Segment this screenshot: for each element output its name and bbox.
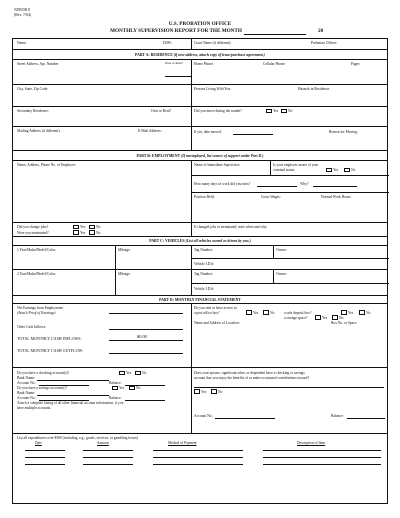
- spouse-balance-label: Balance:: [331, 414, 344, 418]
- part-b-header: [13, 150, 387, 160]
- location-name-address-field[interactable]: Name and Address of Location:: [194, 321, 240, 325]
- col-amount: Amount: [97, 440, 109, 445]
- expense-description-3[interactable]: [263, 464, 381, 465]
- part-a-note: (if new address, attach copy of lease/purchase agreement.): [173, 52, 265, 57]
- spouse-account-line[interactable]: [194, 387, 384, 388]
- office-title: U.S. PROBATION OFFICE: [168, 21, 232, 27]
- checking-no-label: No: [142, 371, 147, 375]
- savings-account-label: Account No.:: [17, 396, 37, 400]
- savings-question: Do you have a savings account(s)?: [17, 386, 67, 390]
- part-c-title: PART C: VEHICLES: [149, 239, 185, 243]
- checking-bank-name-label: Bank Name:: [17, 376, 36, 380]
- spouse-yes-label: Yes: [201, 389, 207, 394]
- form-revision: (Rev. 7/04): [14, 12, 32, 17]
- pager-field[interactable]: Pager:: [351, 62, 361, 66]
- spouse-account-field[interactable]: [215, 418, 275, 419]
- own-or-rent-field[interactable]: [165, 76, 191, 77]
- part-d-title: PART D: MONTHLY FINANCIAL STATEMENT: [159, 297, 241, 302]
- hazards-field[interactable]: Hazards in Residence:: [298, 87, 331, 91]
- box-space-field[interactable]: Box No. or Space: [331, 321, 357, 325]
- moved-no-label: No: [288, 109, 293, 113]
- expenditures-block: [13, 433, 387, 505]
- vehicle-2-field[interactable]: 2 Year/Make/Model/Color:: [17, 272, 56, 276]
- spouse-balance-field[interactable]: [347, 418, 385, 419]
- po-box-label: a post office box?: [194, 310, 220, 315]
- change-jobs-label: Did you change jobs?: [17, 225, 49, 229]
- spouse-account-label: Account No.:: [194, 414, 214, 418]
- storage-no-label: No: [339, 315, 344, 320]
- days-missed-label: How many days of work did you miss?: [194, 182, 251, 186]
- vehicle-2-row: [13, 269, 387, 295]
- expense-date-2[interactable]: [25, 457, 65, 458]
- street-row: [13, 59, 387, 84]
- terminated-no-checkbox[interactable]: [89, 230, 95, 235]
- part-a-header: [13, 49, 387, 59]
- own-or-rent-label: Own or Rent?: [165, 61, 183, 65]
- spouse-no-label: No: [218, 389, 223, 394]
- total-inflows-field[interactable]: [109, 340, 183, 341]
- supervisor-field[interactable]: Name of Immediate Supervisor:: [194, 163, 241, 167]
- checking-bank-name-field[interactable]: [37, 380, 109, 381]
- city-state-zip-field[interactable]: City, State, Zip Code:: [17, 87, 49, 91]
- po-box-yes-checkbox[interactable]: [246, 310, 252, 315]
- spouse-yes-checkbox[interactable]: [194, 389, 200, 394]
- terminated-no-label: No: [96, 230, 101, 235]
- other-cash-field[interactable]: [109, 329, 183, 330]
- part-b-note: (If unemployed, list source of support under Part D.): [181, 153, 264, 158]
- form-id: [14, 8, 31, 18]
- secondary-residence-field[interactable]: Secondary Residence:: [17, 109, 49, 113]
- street-address-field[interactable]: Street Address, Apt. Number: [17, 62, 59, 66]
- storage-space-label: a storage space?: [284, 315, 308, 320]
- checking-balance-label: Balance:: [109, 381, 122, 385]
- report-title: MONTHLY SUPERVISION REPORT FOR THE MONTH: [110, 28, 242, 34]
- cellular-phone-field[interactable]: Cellular Phone:: [263, 62, 286, 66]
- po-box-yes-label: Yes: [253, 310, 259, 315]
- year-label: 20: [318, 28, 324, 34]
- days-missed-field[interactable]: [257, 186, 297, 187]
- bank-accounts-block: [13, 367, 387, 433]
- safe-deposit-no-checkbox[interactable]: [359, 310, 365, 315]
- expense-date-1[interactable]: [25, 450, 65, 451]
- safe-deposit-no-label: No: [366, 310, 371, 315]
- col-date: Date: [35, 440, 42, 445]
- form-number: %PROB 8: [14, 8, 30, 12]
- vehicle-1-tag-field[interactable]: Tag Number:: [194, 248, 214, 252]
- savings-bank-name-label: Bank Name:: [17, 391, 36, 395]
- part-b-title: PART B: EMPLOYMENT: [136, 153, 181, 158]
- expense-method-3[interactable]: [153, 464, 243, 465]
- court-name-field[interactable]: Court Name (if different):: [194, 41, 232, 45]
- safe-deposit-label: a safe deposit box?: [284, 310, 312, 315]
- spouse-question-line2: account that you enjoy the benefits of or make occasional contributions toward?: [194, 376, 310, 380]
- expense-method-2[interactable]: [153, 457, 243, 458]
- spouse-question-line1: Does your spouse, significant other, or dependent have a checking or savings: [194, 371, 305, 375]
- moved-question: Did you move during the month?: [194, 109, 242, 113]
- storage-yes-label: Yes: [322, 315, 328, 320]
- spouse-no-checkbox[interactable]: [211, 389, 217, 394]
- normal-hours-field[interactable]: Normal Work Hours:: [321, 195, 352, 199]
- attach-listing-line2: have multiple accounts.: [17, 406, 52, 410]
- vehicle-2-id-field[interactable]: Vehicle I.D.#:: [194, 287, 215, 291]
- net-earnings-label: Net Earnings from Employment: [17, 306, 64, 310]
- own-or-rent-2-field[interactable]: Own or Rent?: [151, 109, 172, 113]
- expense-method-1[interactable]: [153, 450, 243, 451]
- moved-yes-label: Yes: [273, 109, 279, 113]
- dob-field[interactable]: DOB:: [163, 41, 172, 45]
- expense-description-1[interactable]: [263, 450, 381, 451]
- position-held-field[interactable]: Position Held:: [194, 195, 215, 199]
- aware-question-line2: criminal status:: [273, 168, 296, 172]
- terminated-yes-checkbox[interactable]: [73, 230, 79, 235]
- other-cash-label: Other Cash Inflows:: [17, 325, 47, 329]
- aware-question-line1: Is your employer aware of your: [273, 163, 319, 167]
- attach-listing-line1: Attach a complete listing of all other financial account information, if you: [17, 401, 124, 405]
- total-inflows-label: TOTAL MONTHLY CASH INFLOWS:: [17, 336, 82, 341]
- checking-yes-label: Yes: [126, 371, 132, 375]
- gross-wages-field[interactable]: Gross Wages:: [261, 195, 281, 199]
- savings-yes-label: Yes: [119, 386, 125, 390]
- col-method: Method of Payment: [168, 440, 197, 445]
- vehicle-2-tag-field[interactable]: Tag Number:: [194, 272, 214, 276]
- identity-row: [13, 39, 387, 49]
- safe-deposit-yes-checkbox[interactable]: [341, 310, 347, 315]
- net-earnings-field[interactable]: [109, 313, 183, 314]
- vehicle-2-mileage-field[interactable]: Mileage:: [118, 272, 131, 276]
- terminated-yes-label: Yes: [80, 230, 86, 235]
- financial-block: [13, 303, 387, 367]
- date-moved-field[interactable]: [233, 134, 273, 135]
- attach-proof-label: (Attach Proof of Earnings): [17, 310, 56, 315]
- expense-description-2[interactable]: [263, 457, 381, 458]
- storage-yes-checkbox[interactable]: [315, 315, 321, 320]
- aware-no-label: No: [351, 168, 356, 172]
- checking-no-checkbox[interactable]: [135, 371, 141, 376]
- mailing-row: [13, 126, 387, 150]
- moved-yes-checkbox[interactable]: [266, 109, 272, 114]
- savings-no-label: No: [136, 386, 141, 390]
- home-phone-field[interactable]: Home Phone:: [194, 62, 214, 66]
- terminated-label: Were you terminated?: [17, 230, 49, 235]
- vehicle-1-row: [13, 245, 387, 269]
- change-jobs-no-checkbox[interactable]: [89, 225, 95, 230]
- expense-amount-1[interactable]: [83, 450, 133, 451]
- expense-amount-2[interactable]: [83, 457, 133, 458]
- part-c-header: [13, 236, 387, 245]
- aware-yes-checkbox[interactable]: [326, 168, 332, 173]
- vehicle-1-id-field[interactable]: Vehicle I.D.#:: [194, 262, 215, 266]
- storage-no-checkbox[interactable]: [332, 315, 338, 320]
- month-field[interactable]: [244, 34, 306, 35]
- changed-jobs-note-field[interactable]: If changed jobs or terminated, state when and why.: [194, 225, 268, 229]
- email-field[interactable]: E-Mail Address:: [138, 129, 162, 133]
- vehicle-2-owner-field[interactable]: Owner:: [276, 272, 287, 276]
- report-form: [12, 38, 388, 504]
- probation-officer-field[interactable]: Probation Officer:: [311, 41, 338, 45]
- change-jobs-yes-label: Yes: [80, 225, 86, 229]
- job-change-row: [13, 222, 387, 236]
- date-moved-label: If yes, date moved:: [194, 130, 222, 134]
- savings-balance-field[interactable]: [125, 400, 165, 401]
- savings-no-checkbox[interactable]: [129, 386, 135, 391]
- change-jobs-no-label: No: [96, 225, 101, 229]
- savings-balance-label: Balance:: [109, 396, 122, 400]
- persons-living-field[interactable]: Persons Living With You:: [194, 87, 232, 91]
- employer-field[interactable]: Name, Address, Phone No. of Employer:: [17, 163, 76, 167]
- aware-no-checkbox[interactable]: [344, 168, 350, 173]
- change-jobs-yes-checkbox[interactable]: [73, 225, 79, 230]
- part-c-note: (List all vehicles owned or driven by you.): [185, 239, 251, 243]
- part-a-title: PART A: RESIDENCE: [135, 52, 173, 57]
- total-outflow-field[interactable]: [109, 353, 183, 354]
- city-row: [13, 84, 387, 106]
- checking-account-label: Account No.:: [17, 381, 37, 385]
- savings-yes-checkbox[interactable]: [112, 386, 118, 391]
- vehicle-1-owner-field[interactable]: Owner:: [276, 248, 287, 252]
- safe-deposit-yes-label: Yes: [348, 310, 354, 315]
- vehicle-1-mileage-field[interactable]: Mileage:: [118, 248, 131, 252]
- part-d-header: [13, 295, 387, 303]
- secondary-residence-row: [13, 106, 387, 126]
- why-label: Why?: [300, 182, 309, 186]
- savings-bank-name-field[interactable]: [37, 395, 109, 396]
- total-outflow-label: TOTAL MONTHLY CASH OUTFLOW:: [17, 348, 84, 353]
- aware-yes-label: Yes: [333, 168, 339, 172]
- po-box-no-label: No: [270, 310, 275, 315]
- checking-question: Do you have a checking account(s)?: [17, 371, 70, 375]
- total-inflows-value: $0.00: [137, 334, 147, 339]
- expense-date-3[interactable]: [25, 464, 65, 465]
- checking-yes-checkbox[interactable]: [119, 371, 125, 376]
- reason-moving-field[interactable]: Reason for Moving:: [329, 130, 358, 134]
- expenditures-note: List all expenditures over $500 (including, e.g., goods, services, or gambling losses): [17, 436, 139, 440]
- moved-no-checkbox[interactable]: [281, 109, 287, 114]
- po-box-no-checkbox[interactable]: [263, 310, 269, 315]
- employment-block: [13, 160, 387, 222]
- vehicle-1-field[interactable]: 1 Year/Make/Model/Color:: [17, 248, 56, 252]
- why-field[interactable]: [313, 186, 357, 187]
- mailing-address-field[interactable]: Mailing Address (if different):: [17, 129, 61, 133]
- col-description: Description of Item: [297, 440, 326, 445]
- name-field[interactable]: Name:: [17, 41, 27, 45]
- expense-amount-3[interactable]: [83, 464, 133, 465]
- rent-access-label: Do you rent or have access to:: [194, 306, 238, 310]
